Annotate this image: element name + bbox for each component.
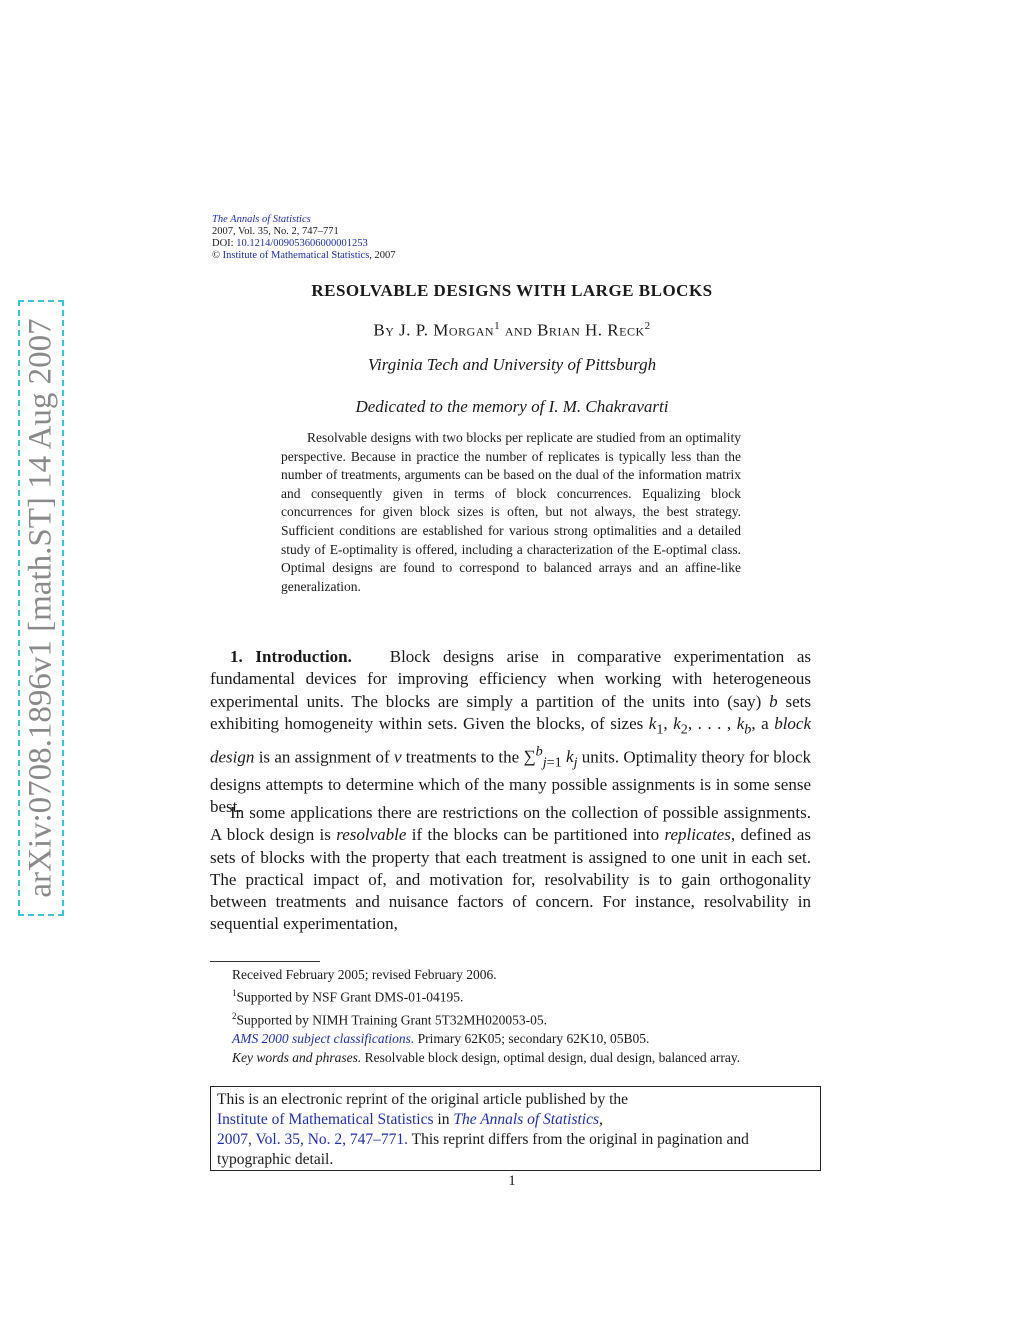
journal-header: The Annals of Statistics 2007, Vol. 35, No. 2, 747–771 DOI: 10.1214/009053606000001253 © Institute of Mathematical Statistics, 2007 <box>212 214 396 261</box>
intro-paragraph-1: 1. Introduction. Block designs arise in comparative experimentation as fundamental devices for improving efficiency when working with heterogeneous experimental units. The blocks are simply a partition of the units into (say) b sets exhibiting homogeneity within sets. Given the blocks, of sizes $k_1$, $k_2$, . . . , $k_b$, a block design is an assignment of v treatments to the ∑$^b_{j=1}$ $k_j$ units. Optimality theory for block designs attempts to determine which of the many possible assignments is in some sense best. <box>210 647 812 817</box>
sum-formula: ∑$^b_{j=1}$ $k_j$ <box>523 743 578 771</box>
journal-name-link[interactable]: The Annals of Statistics <box>212 214 311 225</box>
authors: By J. P. Morgan$^1$ and Brian H. Reck$^2$ <box>373 320 651 340</box>
paper-title: RESOLVABLE DESIGNS WITH LARGE BLOCKS <box>311 281 713 300</box>
ams-classification: AMS 2000 subject classifications. Primary 62K05; secondary 62K10, 05B05. <box>232 1031 650 1047</box>
received-note: Received February 2005; revised February 2006. <box>232 967 497 982</box>
intro-paragraph-2: In some applications there are restrictions on the collection of possible assignments. A block design is resolvable if the blocks can be partitioned into replicates, defined as sets of blocks with the property that each treatment is assigned to one unit in each set. The practical impact of, and motivation for, resolvability is to gain orthogonality between treatments and nuisance factors of concern. For instance, resolvability in sequential experimentation, <box>210 803 811 934</box>
page-number: 1 <box>508 1173 516 1189</box>
citation-link[interactable]: 2007, Vol. 35, No. 2, 747–771. <box>217 1131 409 1148</box>
footnotes <box>210 966 811 1067</box>
affiliation: Virginia Tech and University of Pittsburgh <box>367 355 657 374</box>
volume-line: 2007, Vol. 35, No. 2, 747–771 <box>212 226 339 237</box>
arxiv-identifier: arXiv:0708.1896v1 [math.ST] 14 Aug 2007 <box>22 318 59 898</box>
abstract: Resolvable designs with two blocks per replicate are studied from an optimality perspective. Because in practice the number of replicates is typically less than the number of treatments, arguments can be based on the dual of the information matrix and consequently given in terms of block concurrences. Equalizing block concurrences for given block sizes is often, but not always, the best strategy. Sufficient conditions are established for various strong optimalities and a detailed study of E-optimality is offered, including a characterization of the E-optimal class. Optimal designs are found to correspond to balanced arrays and an affine-like generalization. <box>281 430 741 594</box>
footnote-2: $^2$Supported by NIMH Training Grant 5T32MH020053-05. <box>232 1011 547 1028</box>
arxiv-stamp <box>18 300 64 916</box>
ims-reprint-link[interactable]: Institute of Mathematical Statistics <box>217 1111 434 1128</box>
footnote-1: $^1$Supported by NSF Grant DMS-01-04195. <box>232 988 464 1005</box>
doi-link[interactable]: 10.1214/009053606000001253 <box>236 238 368 249</box>
copyright-icon: © <box>212 250 220 261</box>
keywords: Key words and phrases. Resolvable block design, optimal design, dual design, balanced array. <box>232 1049 741 1065</box>
footnote-rule <box>210 961 320 962</box>
reprint-notice: This is an electronic reprint of the original article published by the Institute of Mathematical Statistics in The Annals of Statistics, 2007, Vol. 35, No. 2, 747–771. This reprint differs from the original in pagination and typographic detail. <box>210 1086 821 1171</box>
ims-link[interactable]: Institute of Mathematical Statistics <box>222 250 370 261</box>
dedication: Dedicated to the memory of I. M. Chakravarti <box>355 397 669 416</box>
section-heading: 1. Introduction. <box>230 647 352 666</box>
ams-link[interactable]: AMS 2000 subject classifications. <box>232 1031 415 1047</box>
journal-reprint-link[interactable]: The Annals of Statistics <box>453 1111 600 1128</box>
